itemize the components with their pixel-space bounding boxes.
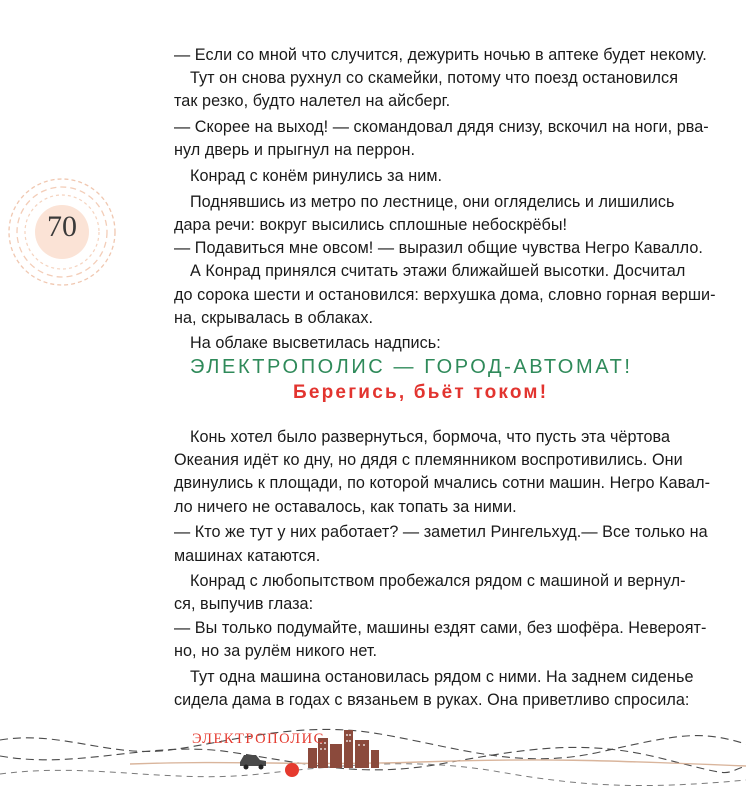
footer-decoration (0, 700, 746, 800)
text-line: — Вы только подумайте, машины ездят сами, без шофёра. Невероят- (174, 618, 707, 637)
text-line: ло ничего не оставалось, как топать за ними. (174, 497, 517, 516)
text-line: Тут одна машина остановилась рядом с ними. На заднем сиденье (190, 667, 694, 686)
text-line: сидела дама в годах с вязаньем в руках. Она приветливо спросила: (174, 690, 690, 709)
text-line: Поднявшись из метро по лестнице, они огляделись и лишились (190, 192, 675, 211)
footer-label: ЭЛЕКТРОПОЛИС (192, 731, 325, 747)
text-line: Конрад с конём ринулись за ним. (190, 167, 443, 186)
sign-subheading: Берегись, бьёт током! (293, 382, 549, 403)
text-line: — Если со мной что случится, дежурить ночью в аптеке будет некому. (174, 46, 707, 64)
text-line: На облаке высветилась надпись: (190, 334, 441, 353)
text-line: так резко, будто налетел на айсберг. (174, 92, 451, 111)
text-line: но, но за рулём никого нет. (174, 641, 378, 660)
text-line: двинулись к площади, по которой мчались сотни машин. Негро Кавал- (174, 474, 711, 493)
text-line: ся, выпучив глаза: (174, 595, 314, 614)
page-number: 70 (47, 210, 77, 243)
text-line: — Скорее на выход! — скомандовал дядя снизу, вскочил на ноги, рва- (174, 118, 709, 137)
text-line: нул дверь и прыгнул на перрон. (174, 141, 416, 160)
sign-heading: ЭЛЕКТРОПОЛИС — ГОРОД-АВТОМАТ! (190, 356, 633, 378)
text-line: до сорока шести и остановился: верхушка дома, словно горная верши- (174, 285, 716, 304)
text-line: Океания идёт ко дну, но дядя с племянником воспротивились. Они (174, 451, 683, 470)
text-line: дара речи: вокруг высились сплошные небоскрёбы! (174, 215, 568, 234)
text-line: — Кто же тут у них работает? — заметил Рингельхуд.— Все только на (174, 523, 708, 542)
text-line: Конь хотел было развернуться, бормоча, что пусть эта чёртова (190, 428, 671, 446)
body-text-top (174, 44, 716, 356)
body-text-bottom (174, 426, 711, 712)
text-line: машинах катаются. (174, 546, 321, 565)
text-line: на, скрывалась в облаках. (174, 308, 374, 327)
text-line: Конрад с любопытством пробежался рядом с машиной и вернул- (190, 572, 686, 591)
text-line: — Подавиться мне овсом! — выразил общие чувства Негро Кавалло. (174, 239, 703, 258)
red-ball-icon (285, 763, 299, 777)
text-line: А Конрад принялся считать этажи ближайшей высотки. Досчитал (190, 262, 686, 281)
text-line: Тут он снова рухнул со скамейки, потому что поезд остановился (190, 69, 679, 88)
